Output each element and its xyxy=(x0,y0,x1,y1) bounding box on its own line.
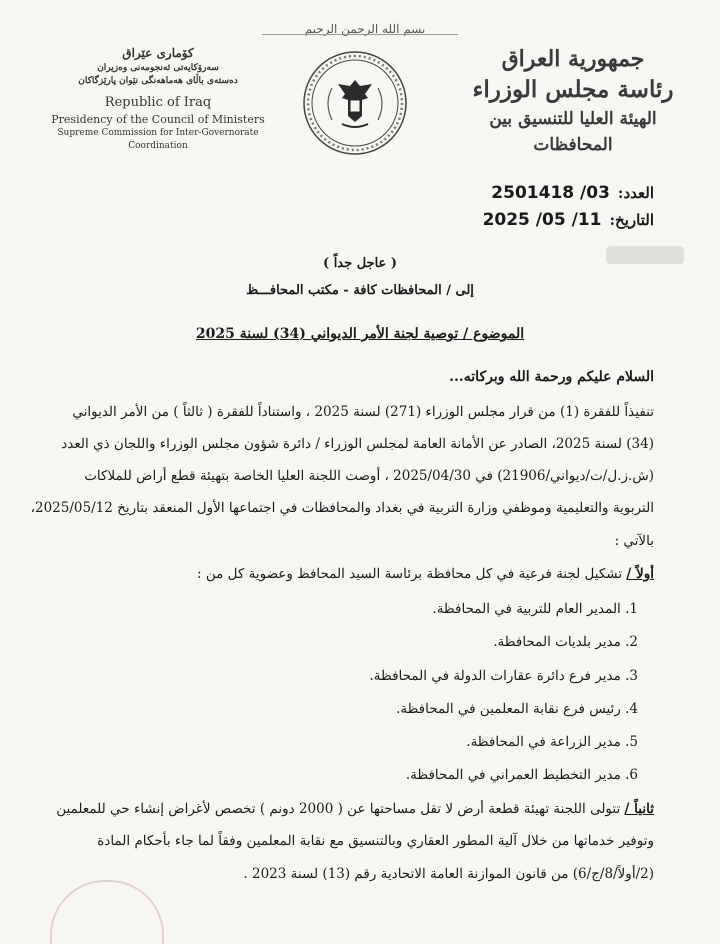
greeting: السلام عليكم ورحمة الله وبركاته... xyxy=(449,369,654,385)
list-item: 2. مدير بلديات المحافظة. xyxy=(493,634,638,650)
list-item: 4. رئيس فرع نقابة المعلمين في المحافظة. xyxy=(396,701,638,717)
header-republic-ku: كۆماری عێراق xyxy=(122,46,194,60)
clause-second-line-1: تتولى اللجنة تهيئة قطعة أرض لا تقل مساحتها عن ( 2000 دونم ) تخصص لأغراض إنشاء حي للمعلمين xyxy=(56,801,621,817)
basmala-underline xyxy=(262,34,458,35)
faded-stamp-icon xyxy=(50,880,164,944)
clause-second-line-3: (2/أولاً/8/ج/6) من قانون الموازنة العامة الاتحادية رقم (13) لسنة 2023 . xyxy=(243,866,654,882)
header-presidency-ar: رئاسة مجلس الوزراء xyxy=(472,76,674,103)
header-republic-en: Republic of Iraq xyxy=(104,95,212,110)
clause-first xyxy=(197,566,654,582)
body-line-2: (34) لسنة 2025، الصادر عن الأمانة العامة لمجلس الوزراء / دائرة شؤون مجلس الوزراء واللجان ذي العدد xyxy=(61,436,654,452)
iraq-eagle-seal-icon xyxy=(302,50,408,156)
clause-first-text: تشكيل لجنة فرعية في كل محافظة برئاسة السيد المحافظ وعضوية كل من : xyxy=(197,566,623,582)
header-commission-en: Supreme Commission for Inter-Governorate Coordination xyxy=(57,128,259,151)
clause-second xyxy=(56,801,654,817)
body-line-4: التربوية والتعليمية وموظفي وزارة التربية في بغداد والمحافظات في اجتماعها الأول المنعقد بتاريخ 2025/05/12، xyxy=(30,500,654,516)
document-number-label: العدد: xyxy=(617,184,654,202)
body-line-1: تنفيذاً للفقرة (1) من قرار مجلس الوزراء (271) لسنة 2025 ، واستناداً للفقرة ( ثالثاً ) من الأمر الديواني xyxy=(72,404,654,420)
clause-first-label: أولاً / xyxy=(626,566,654,582)
document-date xyxy=(483,207,654,233)
document-date-value: 11/ 05/ 2025 xyxy=(482,210,602,230)
list-item: 1. المدير العام للتربية في المحافظة. xyxy=(432,601,638,617)
addressee: إلى / المحافظات كافة - مكتب المحافـــظ xyxy=(246,283,474,298)
header-presidency-en: Presidency of the Council of Ministers xyxy=(51,113,265,126)
header-kurdish-english-block xyxy=(38,44,278,153)
subject-line xyxy=(0,326,720,342)
body-line-3: (ش.ز.ل/ت/ديواني/21906) في 2025/04/30 ، أوصت اللجنة العليا الخاصة بتهيئة قطع أراض للملاكات xyxy=(84,468,654,484)
subject-text: الموضوع / توصية لجنة الأمر الديواني (34) لسنة 2025 xyxy=(195,326,525,342)
header-arabic-block xyxy=(448,44,698,158)
list-item: 5. مدير الزراعة في المحافظة. xyxy=(466,734,638,750)
list-item: 3. مدير فرع دائرة عقارات الدولة في المحافظة. xyxy=(369,668,638,684)
basmala: بسم الله الرحمن الرحيم xyxy=(304,22,426,36)
header-presidency-ku: سەرۆكایەتی ئەنجومەنی وەزیران xyxy=(97,63,219,73)
header-commission-ar: الهيئة العليا للتنسيق بين المحافظات xyxy=(489,109,657,155)
document-number-value: 03/ 2501418 xyxy=(491,183,610,203)
document-date-label: التاريخ: xyxy=(609,211,654,229)
clause-second-label: ثانياً / xyxy=(624,801,654,817)
body-line-5: بالآتي : xyxy=(614,533,654,549)
clause-second-line-2: وتوفير خدماتها من خلال آلية المطور العقاري وبالتنسيق مع نقابة المعلمين وفقاً لما جاء بأحكام المادة xyxy=(97,833,654,849)
urgency-marker: ( عاجل جداً ) xyxy=(323,256,397,271)
document-number xyxy=(491,180,654,206)
header-commission-ku: دەستەی باڵای هەماهەنگی نێوان پارێزگاكان xyxy=(78,76,238,86)
header-republic-ar: جمهورية العراق xyxy=(501,46,645,72)
list-item: 6. مدير التخطيط العمراني في المحافظة. xyxy=(405,767,638,783)
